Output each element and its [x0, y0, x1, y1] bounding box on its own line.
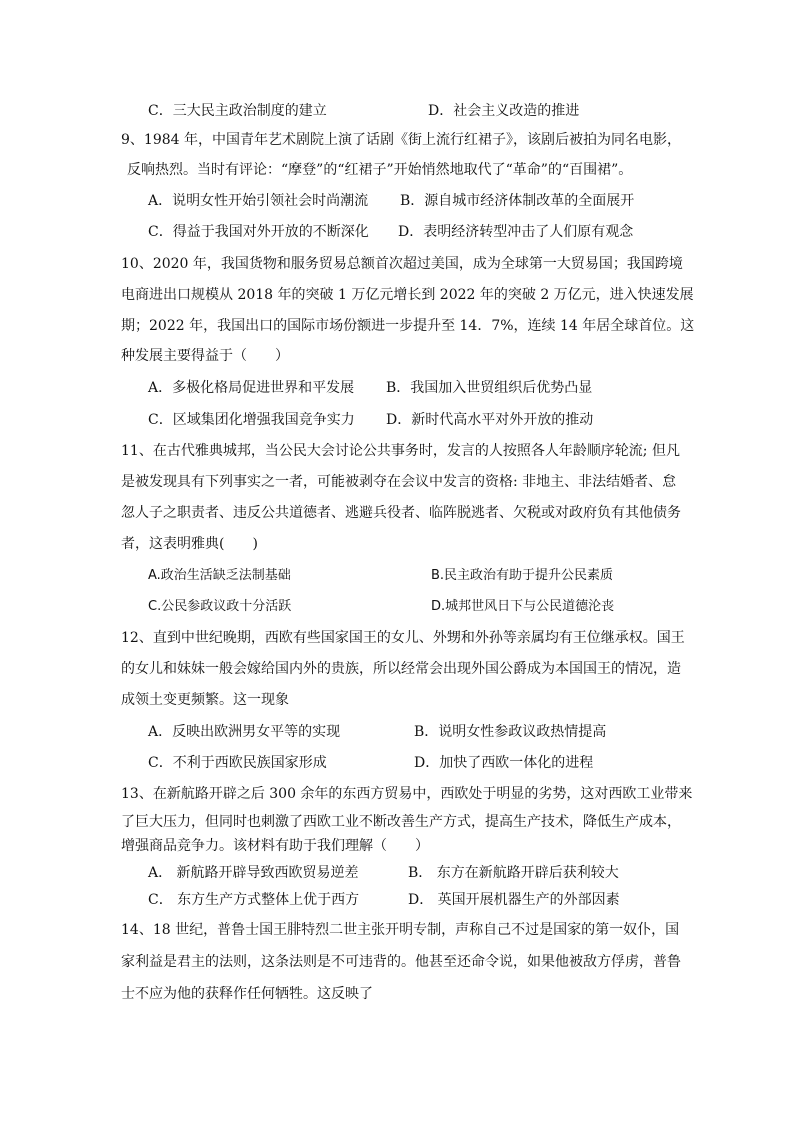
- q12-stem-line-2: 的女儿和妹妹一般会嫁给国内外的贵族，所以经常会出现外国公爵成为本国国王的情况，造: [121, 661, 681, 677]
- q9-stem-line-2: 反响热烈。当时有评论：“摩登”的“红裙子”开始悄然地取代了“革命”的“百围裙”。: [127, 162, 633, 178]
- q8-option-d[interactable]: D．社会主义改造的推进: [428, 103, 580, 119]
- q14-stem-line-2: 家利益是君主的法则，这条法则是不可违背的。他甚至还命令说，如果他被敌方俘虏，普鲁: [121, 954, 681, 970]
- q11-option-b[interactable]: B.民主政治有助于提升公民素质: [431, 568, 614, 583]
- q12-stem-line-3: 成领土变更频繁。这一现象: [121, 692, 289, 708]
- q11-stem-line-1: 11、在古代雅典城邦，当公民大会讨论公共事务时，发言的人按照各人年龄顺序轮流; 但凡: [121, 443, 680, 459]
- q12-stem-line-1: 12、直到中世纪晚期，西欧有些国家国王的女儿、外甥和外孙等亲属均有王位继承权。国王: [121, 630, 685, 646]
- q10-stem-line-4: 种发展主要得益于（ ）: [121, 348, 289, 364]
- q14-stem-line-3: 士不应为他的获释作任何牺牲。这反映了: [121, 986, 373, 1002]
- q9-stem-line-1: 9、1984 年，中国青年艺术剧院上演了话剧《街上流行红裙子》，该剧后被拍为同名电影，: [121, 132, 681, 148]
- q13-option-a[interactable]: A． 新航路开辟导致西欧贸易逆差: [148, 865, 359, 881]
- q9-option-b[interactable]: B．源自城市经济体制改革的全面展开: [400, 193, 635, 209]
- q13-option-b[interactable]: B． 东方在新航路开辟后获利较大: [408, 865, 619, 881]
- q11-stem-line-3: 忽人子之职责者、违反公共道德者、逃避兵役者、临阵脱逃者、欠税或对政府负有其他债务: [121, 505, 681, 521]
- q10-option-c[interactable]: C．区域集团化增强我国竞争实力: [148, 412, 355, 428]
- q10-option-b[interactable]: B．我国加入世贸组织后优势凸显: [386, 380, 593, 396]
- q13-stem-line-2: 了巨大压力，但同时也刺激了西欧工业不断改善生产方式，提高生产技术，降低生产成本，: [121, 814, 681, 830]
- q11-stem-line-2: 是被发现具有下列事实之一者，可能被剥夺在会议中发言的资格: 非地主、非法结婚者、怠: [121, 474, 677, 490]
- q12-option-c[interactable]: C．不利于西欧民族国家形成: [148, 755, 327, 771]
- q9-option-c[interactable]: C．得益于我国对外开放的不断深化: [148, 224, 369, 240]
- q10-stem-line-1: 10、2020 年，我国货物和服务贸易总额首次超过美国，成为全球第一大贸易国；我国跨境: [121, 256, 683, 272]
- q13-option-d[interactable]: D． 英国开展机器生产的外部因素: [408, 892, 620, 908]
- q11-option-d[interactable]: D.城邦世风日下与公民道德沦丧: [431, 599, 615, 614]
- q14-stem-line-1: 14、18 世纪，普鲁士国王腓特烈二世主张开明专制，声称自己不过是国家的第一奴仆，国: [121, 922, 680, 938]
- q10-stem-line-2: 电商进出口规模从 2018 年的突破 1 万亿元增长到 2022 年的突破 2 万亿元，进入快速发展: [121, 287, 694, 303]
- q12-option-d[interactable]: D．加快了西欧一体化的进程: [414, 755, 594, 771]
- q9-option-d[interactable]: D．表明经济转型冲击了人们原有观念: [398, 224, 634, 240]
- q13-stem-line-3: 增强商品竞争力。该材料有助于我们理解（ ）: [121, 838, 429, 854]
- q11-option-c[interactable]: C.公民参政议政十分活跃: [148, 599, 292, 614]
- q10-option-a[interactable]: A．多极化格局促进世界和平发展: [148, 380, 355, 396]
- q12-option-a[interactable]: A．反映出欧洲男女平等的实现: [148, 724, 341, 740]
- q8-option-c[interactable]: C．三大民主政治制度的建立: [148, 103, 327, 119]
- q13-option-c[interactable]: C． 东方生产方式整体上优于西方: [148, 892, 360, 908]
- q11-option-a[interactable]: A.政治生活缺乏法制基础: [148, 568, 291, 583]
- q10-stem-line-3: 期；2022 年，我国出口的国际市场份额进一步提升至 14．7%，连续 14 年居全球首位。这: [121, 318, 695, 334]
- q10-option-d[interactable]: D．新时代高水平对外开放的推动: [386, 412, 594, 428]
- q13-stem-line-1: 13、在新航路开辟之后 300 余年的东西方贸易中，西欧处于明显的劣势，这对西欧工业带来: [121, 786, 693, 802]
- q11-stem-line-4: 者，这表明雅典( ): [121, 536, 258, 552]
- q12-option-b[interactable]: B．说明女性参政议政热情提高: [414, 724, 607, 740]
- q9-option-a[interactable]: A．说明女性开始引领社会时尚潮流: [148, 193, 369, 209]
